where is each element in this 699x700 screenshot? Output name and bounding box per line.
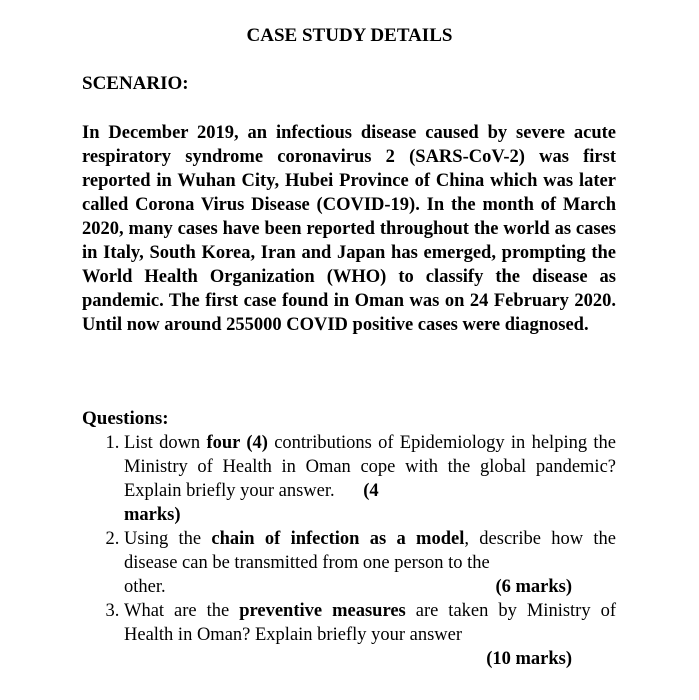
question-item-2	[124, 527, 616, 599]
question-1-marks-close: marks)	[124, 505, 181, 525]
document-title: CASE STUDY DETAILS	[246, 25, 453, 46]
question-item-3	[124, 599, 616, 671]
scenario-heading: SCENARIO:	[82, 73, 189, 94]
question-1-emphasis: four (4)	[206, 433, 268, 453]
question-2-marks: (6 marks)	[495, 577, 572, 597]
question-3-text-a: What are the	[124, 601, 240, 621]
question-item-1	[124, 431, 616, 527]
question-2-text-a: Using the	[124, 529, 212, 549]
question-3-text-b: are taken by Ministry of Health in Oman? Explain briefly your answer	[124, 601, 616, 645]
questions-heading: Questions:	[82, 408, 169, 429]
question-1-marks-open: (4	[363, 481, 379, 501]
question-3-marks: (10 marks)	[486, 649, 572, 669]
questions-list	[82, 431, 616, 671]
question-2-emphasis: chain of infection as a model	[211, 529, 465, 549]
question-2-text-c: other.	[124, 577, 166, 597]
question-1-text-a: List down	[124, 433, 207, 453]
question-2-text-b: , describe how the disease can be transmitted from one person to the	[124, 529, 616, 573]
question-3-emphasis: preventive measures	[239, 601, 406, 621]
scenario-paragraph: In December 2019, an infectious disease caused by severe acute respiratory syndrome coronavirus 2 (SARS-CoV-2) was first reported in Wuhan City, Hubei Province of China which was later called Corona Virus Disease (COVID-19). In the month of March 2020, many cases have been reported throughout the world as cases in Italy, South Korea, Iran and Japan has emerged, prompting the World Health Organization (WHO) to classify the disease as pandemic. The first case found in Oman was on 24 February 2020. Until now around 255000 COVID positive cases were diagnosed.	[82, 123, 616, 335]
question-1-text-b: contributions of Epidemiology in helping the Ministry of Health in Oman cope with the global pandemic? Explain briefly your answer.	[124, 433, 616, 501]
